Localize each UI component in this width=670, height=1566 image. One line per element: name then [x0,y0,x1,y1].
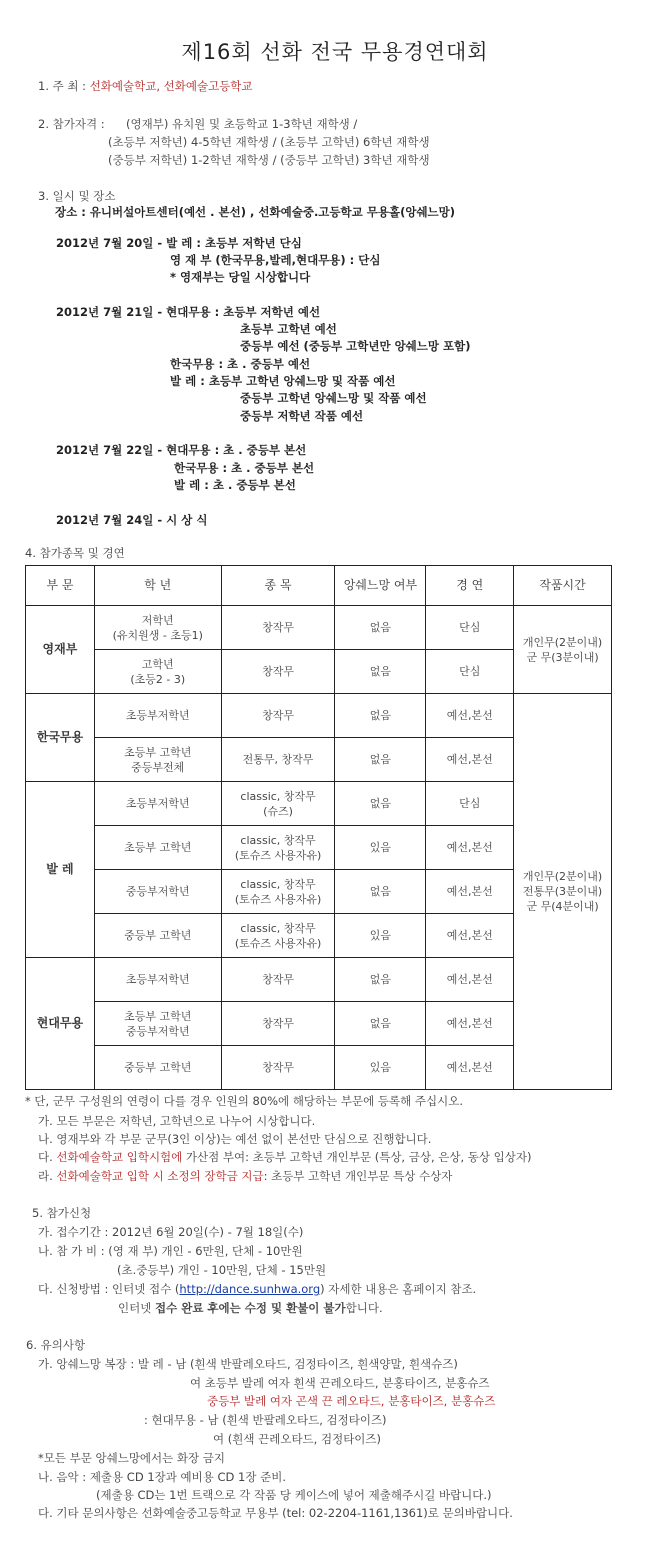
note-da: 다. 선화예술학교 입학시험에 가산점 부여: 초등부 고학년 개인부문 (특상, 금상, 은상, 동상 입상자) [38,1150,532,1164]
division-cell: 영재부 [26,606,95,694]
grade-cell: 중등부 고학년 [94,1046,221,1090]
table-header-row [26,566,612,606]
day20-line-2: 영 재 부 (한국무용,발레,현대무용) : 단심 [170,253,381,267]
eligibility-line-2: (초등부 저학년) 4-5학년 재학생 / (초등부 고학년) 6학년 재학생 [108,135,430,149]
grade-cell: 중등부저학년 [94,870,221,914]
event-cell: 창작무 [221,1046,335,1090]
note-star: * 단, 군무 구성원의 연령이 다를 경우 인원의 80%에 해당하는 부문에 등록해 주십시오. [25,1094,463,1108]
eligibility-line-1: (영재부) 유치원 및 초등학교 1-3학년 재학생 / [126,117,358,131]
note-na: 나. 영재부와 각 부문 군무(3인 이상)는 예선 없이 본선만 단심으로 진행합니다. [38,1132,432,1146]
competition-cell: 예선,본선 [426,738,514,782]
competition-cell: 단심 [426,650,514,694]
caution-dress-4: : 현대무용 - 남 (흰색 반팔레오타드, 검정타이즈) [144,1413,387,1427]
division-cell: 현대무용 [26,958,95,1090]
competition-cell: 예선,본선 [426,826,514,870]
day24-line: 2012년 7월 24일 - 시 상 식 [56,513,208,527]
grade-cell: 저학년 (유치원생 - 초등1) [94,606,221,650]
application-label: 5. 참가신청 [32,1206,92,1220]
event-cell: 창작무 [221,958,335,1002]
application-fee: 나. 참 가 비 : (영 재 부) 개인 - 6만원, 단체 - 10만원 [38,1244,303,1258]
note-ra: 라. 선화예술학교 입학 시 소정의 장학금 지급: 초등부 고학년 개인부문 특상 수상자 [38,1169,453,1183]
header-enchainement: 앙쉐느망 여부 [335,566,426,606]
application-fee-2: (초.중등부) 개인 - 10만원, 단체 - 15만원 [117,1263,327,1277]
caution-dress-5: 여 (흰색 끈레오타드, 검정타이즈) [213,1432,382,1446]
enchainement-cell: 없음 [335,1002,426,1046]
enchainement-cell: 없음 [335,870,426,914]
table-row [26,606,612,650]
event-cell: 전통무, 창작무 [221,738,335,782]
caution-dress-2: 여 초등부 발레 여자 흰색 끈레오타드, 분홍타이즈, 분홍슈즈 [190,1376,490,1390]
event-cell: classic, 창작무 (슈즈) [221,782,335,826]
event-cell: 창작무 [221,650,335,694]
application-method: 다. 신청방법 : 인터넷 접수 (http://dance.sunhwa.org) 자세한 내용은 홈페이지 참조. [38,1282,477,1296]
application-notice: 인터넷 접수 완료 후에는 수정 및 환불이 불가합니다. [118,1301,383,1315]
venue-line: 장소 : 유니버설아트센터(예선 . 본선) , 선화예술중.고등학교 무용홀(앙쉐느망) [55,205,456,219]
competition-cell: 예선,본선 [426,1046,514,1090]
competition-cell: 예선,본선 [426,694,514,738]
grade-cell: 고학년 (초등2 - 3) [94,650,221,694]
competition-cell: 예선,본선 [426,870,514,914]
enchainement-cell: 없음 [335,694,426,738]
note-ga: 가. 모든 부문은 저학년, 고학년으로 나누어 시상합니다. [38,1114,316,1128]
grade-cell: 초등부 고학년 중등부저학년 [94,1002,221,1046]
enchainement-cell: 없음 [335,606,426,650]
day21-line-4: 한국무용 : 초 . 중등부 예선 [170,357,311,371]
enchainement-cell: 있음 [335,826,426,870]
schedule-label: 3. 일시 및 장소 [38,189,116,203]
note-ra-highlight: 선화예술학교 입학 시 소정의 장학금 지급 [56,1169,264,1183]
day21-line-1: 2012년 7월 21일 - 현대무용 : 초등부 저학년 예선 [56,305,321,319]
shared-time-cell: 개인무(2분이내) 전통무(3분이내) 군 무(4분이내) [514,694,612,1090]
day22-line-3: 발 레 : 초 . 중등부 본선 [174,478,296,492]
caution-dress-3: 중등부 발레 여자 곤색 끈 레오타드, 분홍타이즈, 분홍슈즈 [207,1394,496,1408]
competition-cell: 단심 [426,606,514,650]
day21-line-6: 중등부 고학년 앙쉐느망 및 작품 예선 [240,391,427,405]
caution-dress: 가. 앙쉐느망 복장 : 발 레 - 남 (흰색 반팔레오타드, 검정타이즈, 흰색양말, 흰색슈즈) [38,1357,458,1371]
enchainement-cell: 있음 [335,914,426,958]
day21-line-5: 발 레 : 초등부 고학년 앙쉐느망 및 작품 예선 [170,374,396,388]
header-event: 종 목 [221,566,335,606]
enchainement-cell: 있음 [335,1046,426,1090]
event-cell: classic, 창작무 (토슈즈 사용자유) [221,826,335,870]
day22-line-2: 한국무용 : 초 . 중등부 본선 [174,461,315,475]
organizer-value: 선화예술학교, 선화예술고등학교 [89,79,253,93]
day20-line-3: * 영재부는 당일 시상합니다 [170,270,311,284]
eligibility-line-3: (중등부 저학년) 1-2학년 재학생 / (중등부 고학년) 3학년 재학생 [108,153,430,167]
caution-music-2: (제출용 CD는 1번 트랙으로 각 작품 당 케이스에 넣어 제출해주시길 바랍니다.) [96,1488,492,1502]
page-title: 제16회 선화 전국 무용경연대회 [181,40,489,64]
cautions-label: 6. 유의사항 [26,1338,86,1352]
enchainement-cell: 없음 [335,958,426,1002]
table-row [26,694,612,738]
caution-contact: 다. 기타 문의사항은 선화예술중고등학교 무용부 (tel: 02-2204-1161,1361)로 문의바랍니다. [38,1506,513,1520]
caution-makeup: *모든 부문 앙쉐느망에서는 화장 금지 [38,1451,226,1465]
competition-cell: 예선,본선 [426,1002,514,1046]
event-cell: classic, 창작무 (토슈즈 사용자유) [221,914,335,958]
header-competition: 경 연 [426,566,514,606]
grade-cell: 초등부저학년 [94,958,221,1002]
organizer-line [38,78,253,95]
events-label: 4. 참가종목 및 경연 [25,546,125,560]
competition-cell: 예선,본선 [426,958,514,1002]
competition-cell: 단심 [426,782,514,826]
event-cell: classic, 창작무 (토슈즈 사용자유) [221,870,335,914]
grade-cell: 초등부저학년 [94,782,221,826]
note-da-highlight: 선화예술학교 입학시험에 [56,1150,183,1164]
day21-line-7: 중등부 저학년 작품 예선 [240,409,364,423]
header-time: 작품시간 [514,566,612,606]
header-division: 부 문 [26,566,95,606]
application-period: 가. 접수기간 : 2012년 6월 20일(수) - 7월 18일(수) [38,1225,304,1239]
organizer-label: 1. 주 최 : [38,79,87,93]
grade-cell: 중등부 고학년 [94,914,221,958]
grade-cell: 초등부저학년 [94,694,221,738]
day21-line-2: 초등부 고학년 예선 [240,322,337,336]
day20-line-1: 2012년 7월 20일 - 발 레 : 초등부 저학년 단심 [56,236,302,250]
event-cell: 창작무 [221,694,335,738]
events-table [25,565,612,1090]
header-grade: 학 년 [94,566,221,606]
day22-line-1: 2012년 7월 22일 - 현대무용 : 초 . 중등부 본선 [56,443,307,457]
division-cell: 발 레 [26,782,95,958]
enchainement-cell: 없음 [335,782,426,826]
eligibility-label: 2. 참가자격 : [38,117,105,131]
division-cell: 한국무용 [26,694,95,782]
time-cell: 개인무(2분이내) 군 무(3분이내) [514,606,612,694]
competition-cell: 예선,본선 [426,914,514,958]
event-cell: 창작무 [221,606,335,650]
enchainement-cell: 없음 [335,738,426,782]
grade-cell: 초등부 고학년 중등부전체 [94,738,221,782]
day21-line-3: 중등부 예선 (중등부 고학년만 앙쉐느망 포함) [240,339,471,353]
event-cell: 창작무 [221,1002,335,1046]
caution-music: 나. 음악 : 제출용 CD 1장과 예비용 CD 1장 준비. [38,1470,287,1484]
enchainement-cell: 없음 [335,650,426,694]
homepage-link[interactable]: http://dance.sunhwa.org [179,1282,321,1296]
grade-cell: 초등부 고학년 [94,826,221,870]
